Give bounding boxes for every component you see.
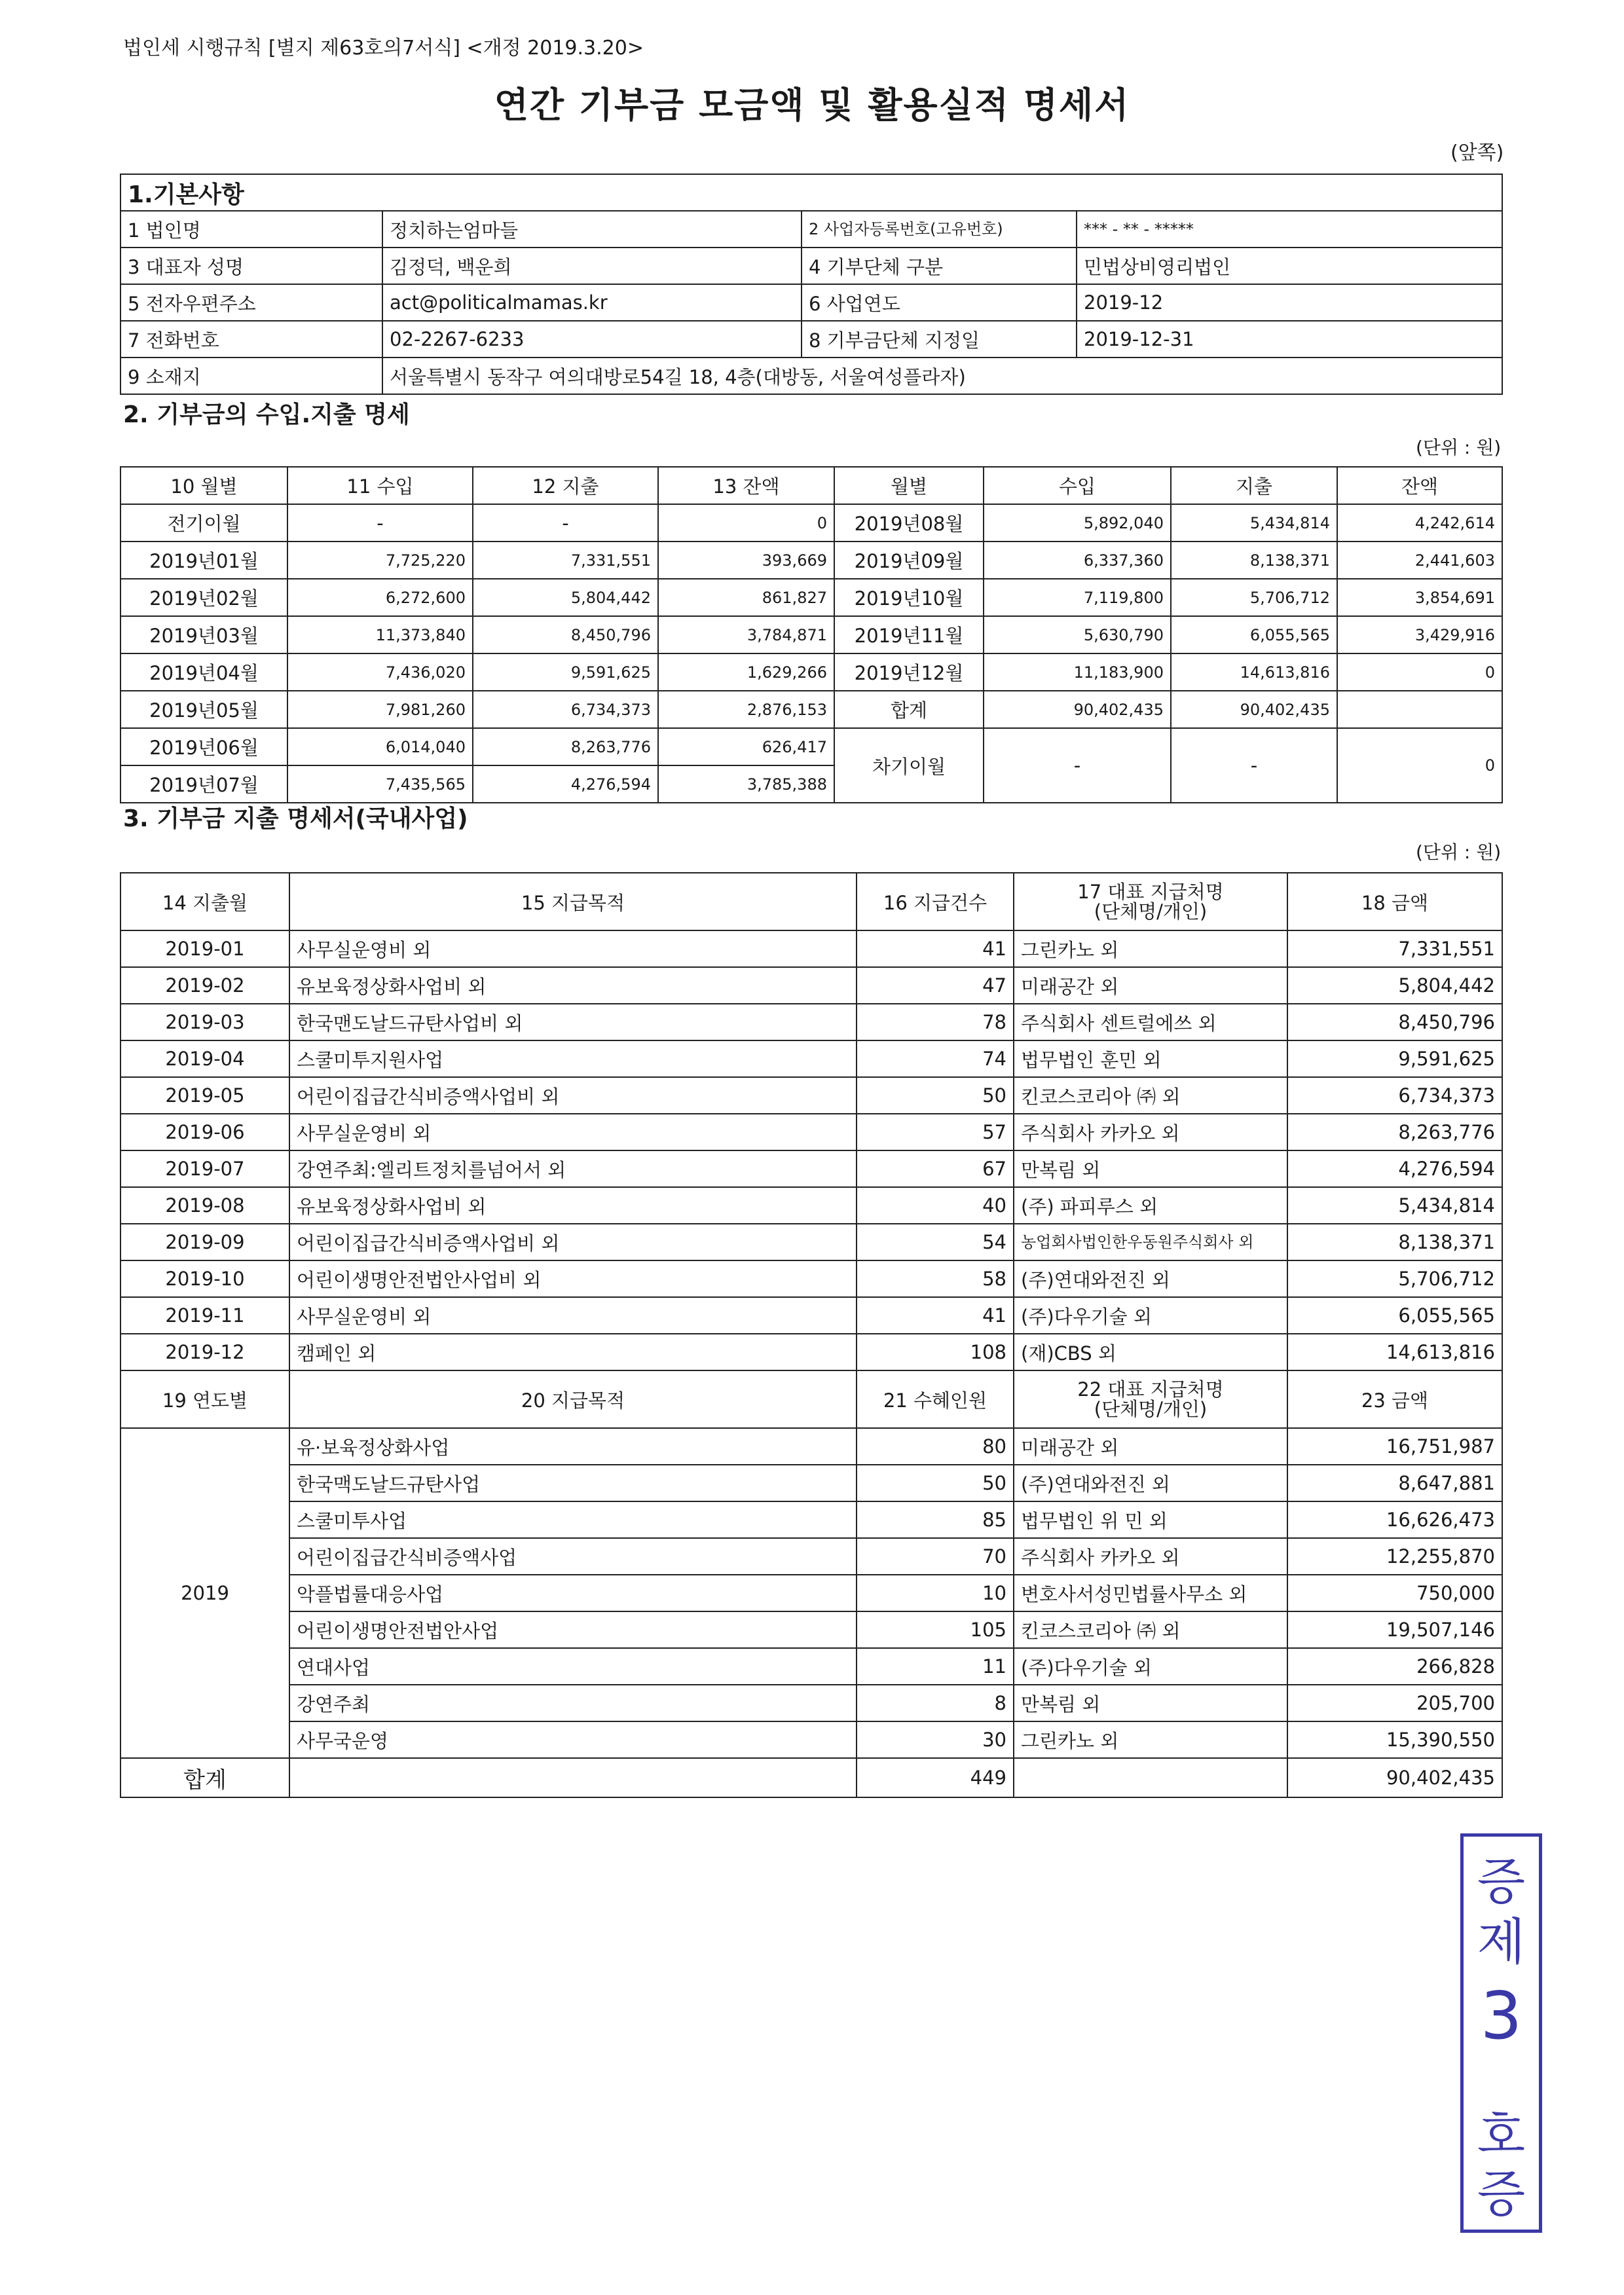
amount-cell: 8,263,776 xyxy=(1287,1114,1502,1150)
table-row xyxy=(120,579,1502,616)
table-row xyxy=(120,1150,1502,1187)
info-value: 2019-12 xyxy=(1077,284,1502,321)
purpose-cell: 스쿨미투지원사업 xyxy=(289,1040,857,1077)
month-cell: 2019년06월 xyxy=(120,728,287,765)
payee-cell: 미래공간 외 xyxy=(1014,967,1287,1004)
page-title: 연간 기부금 모금액 및 활용실적 명세서 xyxy=(494,84,1130,126)
info-label: 3 대표자 성명 xyxy=(120,248,382,284)
column-header: 20 지급목적 xyxy=(289,1370,857,1428)
total-beneficiary-cell: 449 xyxy=(857,1758,1014,1797)
table-row xyxy=(120,1077,1502,1114)
month-cell: 2019년12월 xyxy=(834,653,984,691)
balance-cell: 2,441,603 xyxy=(1337,542,1502,579)
amount-cell: 14,613,816 xyxy=(1287,1334,1502,1370)
income-expense-header-row xyxy=(120,467,1502,504)
month-cell: 2019-08 xyxy=(120,1187,289,1224)
expense-detail-table xyxy=(120,872,1503,1798)
total-payee-cell xyxy=(1014,1758,1287,1797)
amount-cell: 9,591,625 xyxy=(1287,1040,1502,1077)
income-cell: 11,183,900 xyxy=(984,653,1171,691)
table-row xyxy=(120,616,1502,653)
total-label: 합계 xyxy=(120,1758,289,1797)
purpose-cell: 사무실운영비 외 xyxy=(289,1297,857,1334)
table-row xyxy=(120,1428,1502,1465)
address-value: 서울특별시 동작구 여의대방로54길 18, 4층(대방동, 서울여성플라자) xyxy=(382,358,1502,394)
table-row xyxy=(120,1465,1502,1501)
balance-cell: 3,784,871 xyxy=(658,616,834,653)
column-header: 월별 xyxy=(834,467,984,504)
table-row xyxy=(120,1501,1502,1538)
count-cell: 41 xyxy=(857,930,1014,967)
page-side-note: (앞쪽) xyxy=(1450,141,1504,164)
info-value: act@politicalmamas.kr xyxy=(382,284,802,321)
purpose-cell: 사무실운영비 외 xyxy=(289,930,857,967)
info-label: 8 기부금단체 지정일 xyxy=(802,321,1077,358)
table-row xyxy=(120,1040,1502,1077)
count-cell: 67 xyxy=(857,1150,1014,1187)
purpose-cell: 어린이생명안전법안사업비 외 xyxy=(289,1260,857,1297)
amount-cell: 8,138,371 xyxy=(1287,1224,1502,1260)
total-label: 합계 xyxy=(834,691,984,728)
amount-cell: 266,828 xyxy=(1287,1648,1502,1685)
column-header: 수입 xyxy=(984,467,1171,504)
table-row xyxy=(120,967,1502,1004)
info-value: 정치하는엄마들 xyxy=(382,211,802,248)
payee-cell: 농업회사법인한우동원주식회사 외 xyxy=(1014,1224,1287,1260)
income-cell: 7,435,565 xyxy=(287,765,473,803)
payee-cell: (주) 파피루스 외 xyxy=(1014,1187,1287,1224)
info-label: 4 기부단체 구분 xyxy=(802,248,1077,284)
payee-cell: 미래공간 외 xyxy=(1014,1428,1287,1465)
payee-cell: 주식회사 카카오 외 xyxy=(1014,1538,1287,1575)
total-income-cell: 90,402,435 xyxy=(984,691,1171,728)
payee-cell: 법무법인 훈민 외 xyxy=(1014,1040,1287,1077)
purpose-cell: 강연주최 xyxy=(289,1685,857,1721)
column-header: 11 수입 xyxy=(287,467,473,504)
total-balance-cell xyxy=(1337,691,1502,728)
amount-cell: 6,055,565 xyxy=(1287,1297,1502,1334)
basic-info-row xyxy=(120,211,1502,248)
table-row xyxy=(120,1297,1502,1334)
income-cell: - xyxy=(287,504,473,542)
basic-info-table xyxy=(120,174,1503,395)
expense-cell: 7,331,551 xyxy=(473,542,658,579)
column-header: 18 금액 xyxy=(1287,873,1502,930)
purpose-cell: 한국맨도날드규탄사업비 외 xyxy=(289,1004,857,1040)
purpose-cell: 유보육정상화사업비 외 xyxy=(289,1187,857,1224)
beneficiary-cell: 30 xyxy=(857,1721,1014,1758)
month-cell: 2019년08월 xyxy=(834,504,984,542)
count-cell: 54 xyxy=(857,1224,1014,1260)
purpose-cell: 유·보육정상화사업 xyxy=(289,1428,857,1465)
table-row xyxy=(120,653,1502,691)
balance-cell: 0 xyxy=(1337,653,1502,691)
balance-cell: 3,854,691 xyxy=(1337,579,1502,616)
stamp-char: 호 xyxy=(1477,2106,1526,2164)
payee-cell: 킨코스코리아 ㈜ 외 xyxy=(1014,1077,1287,1114)
stamp-number: 3 xyxy=(1480,1977,1522,2054)
table-row xyxy=(120,1260,1502,1297)
column-header: 23 금액 xyxy=(1287,1370,1502,1428)
beneficiary-cell: 80 xyxy=(857,1428,1014,1465)
amount-cell: 5,706,712 xyxy=(1287,1260,1502,1297)
income-cell: 7,725,220 xyxy=(287,542,473,579)
payee-cell: 주식회사 카카오 외 xyxy=(1014,1114,1287,1150)
table-row xyxy=(120,691,1502,728)
total-purpose-cell xyxy=(289,1758,857,1797)
income-cell: 5,630,790 xyxy=(984,616,1171,653)
payee-cell: (주)연대와전진 외 xyxy=(1014,1260,1287,1297)
month-cell: 2019년10월 xyxy=(834,579,984,616)
income-cell: 6,272,600 xyxy=(287,579,473,616)
stamp-char: 증 xyxy=(1477,2165,1526,2223)
section3-unit: (단위 : 원) xyxy=(1416,841,1502,863)
form-reference: 법인세 시행규칙 [별지 제63호의7서식] <개정 2019.3.20> xyxy=(123,37,644,60)
column-header: 13 잔액 xyxy=(658,467,834,504)
expense-cell: 6,734,373 xyxy=(473,691,658,728)
beneficiary-cell: 105 xyxy=(857,1611,1014,1648)
amount-cell: 12,255,870 xyxy=(1287,1538,1502,1575)
total-row xyxy=(120,1758,1502,1797)
expense-cell: 5,434,814 xyxy=(1171,504,1337,542)
count-cell: 78 xyxy=(857,1004,1014,1040)
balance-cell: 4,242,614 xyxy=(1337,504,1502,542)
income-cell: 6,337,360 xyxy=(984,542,1171,579)
basic-info-row xyxy=(120,248,1502,284)
column-header: 22 대표 지급처명 (단체명/개인) xyxy=(1014,1370,1287,1428)
expense-cell: 9,591,625 xyxy=(473,653,658,691)
count-cell: 57 xyxy=(857,1114,1014,1150)
purpose-cell: 스쿨미투사업 xyxy=(289,1501,857,1538)
purpose-cell: 사무실운영비 외 xyxy=(289,1114,857,1150)
month-cell: 2019-11 xyxy=(120,1297,289,1334)
total-amount-cell: 90,402,435 xyxy=(1287,1758,1502,1797)
amount-cell: 15,390,550 xyxy=(1287,1721,1502,1758)
month-cell: 2019-10 xyxy=(120,1260,289,1297)
balance-cell: 1,629,266 xyxy=(658,653,834,691)
balance-cell: 3,429,916 xyxy=(1337,616,1502,653)
count-cell: 47 xyxy=(857,967,1014,1004)
month-cell: 2019년05월 xyxy=(120,691,287,728)
expense-cell: 5,804,442 xyxy=(473,579,658,616)
balance-cell: 2,876,153 xyxy=(658,691,834,728)
beneficiary-cell: 8 xyxy=(857,1685,1014,1721)
amount-cell: 6,734,373 xyxy=(1287,1077,1502,1114)
balance-cell: 3,785,388 xyxy=(658,765,834,803)
month-cell: 2019년04월 xyxy=(120,653,287,691)
column-header: 잔액 xyxy=(1337,467,1502,504)
column-header: 19 연도별 xyxy=(120,1370,289,1428)
basic-info-row xyxy=(120,321,1502,358)
table-row xyxy=(120,1611,1502,1648)
section2-heading: 2. 기부금의 수입.지출 명세 xyxy=(123,401,410,428)
info-value: 민법상비영리법인 xyxy=(1077,248,1502,284)
count-cell: 108 xyxy=(857,1334,1014,1370)
amount-cell: 16,626,473 xyxy=(1287,1501,1502,1538)
month-cell: 2019년09월 xyxy=(834,542,984,579)
column-header: 17 대표 지급처명 (단체명/개인) xyxy=(1014,873,1287,930)
table-row xyxy=(120,1114,1502,1150)
expense-cell: 4,276,594 xyxy=(473,765,658,803)
month-cell: 2019-12 xyxy=(120,1334,289,1370)
purpose-cell: 캠페인 외 xyxy=(289,1334,857,1370)
table-row xyxy=(120,930,1502,967)
address-row xyxy=(120,358,1502,394)
amount-cell: 4,276,594 xyxy=(1287,1150,1502,1187)
month-cell: 전기이월 xyxy=(120,504,287,542)
purpose-cell: 어린이생명안전법안사업 xyxy=(289,1611,857,1648)
info-label: 1 법인명 xyxy=(120,211,382,248)
expense-cell: 14,613,816 xyxy=(1171,653,1337,691)
info-label: 2 사업자등록번호(고유번호) xyxy=(802,211,1077,248)
month-cell: 2019-02 xyxy=(120,967,289,1004)
count-cell: 40 xyxy=(857,1187,1014,1224)
expense-cell: - xyxy=(473,504,658,542)
column-header: 15 지급목적 xyxy=(289,873,857,930)
payee-cell: 주식회사 센트럴에쓰 외 xyxy=(1014,1004,1287,1040)
month-cell: 2019년01월 xyxy=(120,542,287,579)
payee-cell: (주)다우기술 외 xyxy=(1014,1297,1287,1334)
payee-cell: 만복림 외 xyxy=(1014,1150,1287,1187)
amount-cell: 7,331,551 xyxy=(1287,930,1502,967)
carry-forward-expense: - xyxy=(1171,728,1337,803)
income-cell: 7,981,260 xyxy=(287,691,473,728)
info-label: 7 전화번호 xyxy=(120,321,382,358)
amount-cell: 5,804,442 xyxy=(1287,967,1502,1004)
month-cell: 2019-04 xyxy=(120,1040,289,1077)
payee-cell: (재)CBS 외 xyxy=(1014,1334,1287,1370)
balance-cell: 393,669 xyxy=(658,542,834,579)
expense-cell: 5,706,712 xyxy=(1171,579,1337,616)
beneficiary-cell: 85 xyxy=(857,1501,1014,1538)
column-header: 14 지출월 xyxy=(120,873,289,930)
expense-cell: 8,138,371 xyxy=(1171,542,1337,579)
carry-forward-income: - xyxy=(984,728,1171,803)
amount-cell: 8,647,881 xyxy=(1287,1465,1502,1501)
income-cell: 7,119,800 xyxy=(984,579,1171,616)
table-row xyxy=(120,728,1502,765)
count-cell: 41 xyxy=(857,1297,1014,1334)
section2-unit: (단위 : 원) xyxy=(1416,437,1502,458)
payee-cell: (주)다우기술 외 xyxy=(1014,1648,1287,1685)
basic-info-row xyxy=(120,284,1502,321)
purpose-cell: 어린이집급간식비증액사업 xyxy=(289,1538,857,1575)
month-cell: 2019년11월 xyxy=(834,616,984,653)
info-label: 6 사업연도 xyxy=(802,284,1077,321)
income-cell: 11,373,840 xyxy=(287,616,473,653)
table-row xyxy=(120,504,1502,542)
table-row xyxy=(120,1721,1502,1758)
purpose-cell: 어린이집급간식비증액사업비 외 xyxy=(289,1077,857,1114)
expense-cell: 6,055,565 xyxy=(1171,616,1337,653)
balance-cell: 861,827 xyxy=(658,579,834,616)
month-cell: 2019-03 xyxy=(120,1004,289,1040)
balance-cell: 0 xyxy=(658,504,834,542)
table-row xyxy=(120,1538,1502,1575)
column-header: 16 지급건수 xyxy=(857,873,1014,930)
payee-cell: 변호사서성민법률사무소 외 xyxy=(1014,1575,1287,1611)
column-header: 21 수혜인원 xyxy=(857,1370,1014,1428)
month-cell: 2019년03월 xyxy=(120,616,287,653)
table-row xyxy=(120,1648,1502,1685)
purpose-cell: 강연주최:엘리트정치를넘어서 외 xyxy=(289,1150,857,1187)
purpose-cell: 유보육정상화사업비 외 xyxy=(289,967,857,1004)
column-header: 12 지출 xyxy=(473,467,658,504)
table-row xyxy=(120,1334,1502,1370)
amount-cell: 5,434,814 xyxy=(1287,1187,1502,1224)
month-cell: 2019-09 xyxy=(120,1224,289,1260)
month-cell: 2019년07월 xyxy=(120,765,287,803)
amount-cell: 19,507,146 xyxy=(1287,1611,1502,1648)
payee-cell: 만복림 외 xyxy=(1014,1685,1287,1721)
income-cell: 5,892,040 xyxy=(984,504,1171,542)
purpose-cell: 악플법률대응사업 xyxy=(289,1575,857,1611)
purpose-cell: 어린이집급간식비증액사업비 외 xyxy=(289,1224,857,1260)
beneficiary-cell: 50 xyxy=(857,1465,1014,1501)
balance-cell: 626,417 xyxy=(658,728,834,765)
carry-forward-label: 차기이월 xyxy=(834,728,984,803)
month-cell: 2019-07 xyxy=(120,1150,289,1187)
stamp-char: 제 xyxy=(1477,1913,1526,1971)
purpose-cell: 연대사업 xyxy=(289,1648,857,1685)
income-cell: 7,436,020 xyxy=(287,653,473,691)
count-cell: 58 xyxy=(857,1260,1014,1297)
info-value: 02-2267-6233 xyxy=(382,321,802,358)
payee-cell: 그린카노 외 xyxy=(1014,930,1287,967)
income-cell: 6,014,040 xyxy=(287,728,473,765)
column-header: 지출 xyxy=(1171,467,1337,504)
payee-cell: (주)연대와전진 외 xyxy=(1014,1465,1287,1501)
stamp-char: 증 xyxy=(1477,1852,1526,1911)
payee-cell: 킨코스코리아 ㈜ 외 xyxy=(1014,1611,1287,1648)
table-row xyxy=(120,1187,1502,1224)
yearly-header-row xyxy=(120,1370,1502,1428)
beneficiary-cell: 10 xyxy=(857,1575,1014,1611)
year-cell: 2019 xyxy=(120,1428,289,1758)
expense-header-row xyxy=(120,873,1502,930)
expense-cell: 8,263,776 xyxy=(473,728,658,765)
info-value: 김정덕, 백운희 xyxy=(382,248,802,284)
month-cell: 2019-06 xyxy=(120,1114,289,1150)
income-expense-table xyxy=(120,466,1503,803)
month-cell: 2019-01 xyxy=(120,930,289,967)
table-row xyxy=(120,1685,1502,1721)
section1-heading-row xyxy=(120,174,1502,211)
table-row xyxy=(120,1004,1502,1040)
amount-cell: 8,450,796 xyxy=(1287,1004,1502,1040)
section1-heading: 1.기본사항 xyxy=(120,174,1502,211)
table-row xyxy=(120,1224,1502,1260)
total-expense-cell: 90,402,435 xyxy=(1171,691,1337,728)
purpose-cell: 사무국운영 xyxy=(289,1721,857,1758)
beneficiary-cell: 70 xyxy=(857,1538,1014,1575)
info-value: 2019-12-31 xyxy=(1077,321,1502,358)
address-label: 9 소재지 xyxy=(120,358,382,394)
carry-forward-balance: 0 xyxy=(1337,728,1502,803)
purpose-cell: 한국맥도날드규탄사업 xyxy=(289,1465,857,1501)
table-row xyxy=(120,1575,1502,1611)
section3-heading: 3. 기부금 지출 명세서(국내사업) xyxy=(123,805,468,832)
amount-cell: 205,700 xyxy=(1287,1685,1502,1721)
info-label: 5 전자우편주소 xyxy=(120,284,382,321)
table-row xyxy=(120,542,1502,579)
info-value: *** - ** - ***** xyxy=(1077,211,1502,248)
evidence-stamp xyxy=(1460,1833,1542,2233)
payee-cell: 그린카노 외 xyxy=(1014,1721,1287,1758)
count-cell: 74 xyxy=(857,1040,1014,1077)
count-cell: 50 xyxy=(857,1077,1014,1114)
amount-cell: 750,000 xyxy=(1287,1575,1502,1611)
amount-cell: 16,751,987 xyxy=(1287,1428,1502,1465)
column-header: 10 월별 xyxy=(120,467,287,504)
month-cell: 2019년02월 xyxy=(120,579,287,616)
expense-cell: 8,450,796 xyxy=(473,616,658,653)
month-cell: 2019-05 xyxy=(120,1077,289,1114)
beneficiary-cell: 11 xyxy=(857,1648,1014,1685)
payee-cell: 법무법인 위 민 외 xyxy=(1014,1501,1287,1538)
